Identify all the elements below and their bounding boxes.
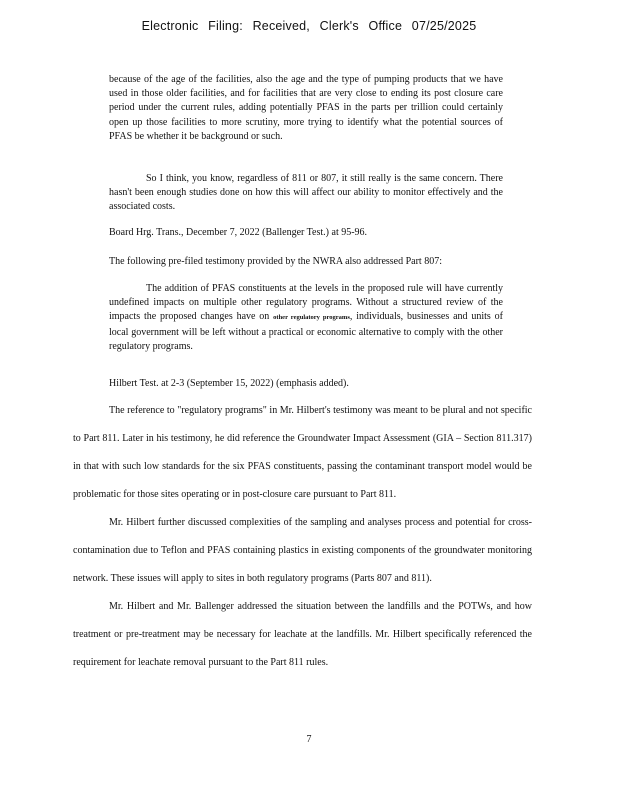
block-quote-2: So I think, you know, regardless of 811 or 807, it still really is the same concern. There hasn't been enough studies done on how this will affect our ability to monitor effectively and the associated costs. bbox=[109, 173, 503, 213]
paragraph-regulatory-programs: The reference to "regulatory programs" in Mr. Hilbert's testimony was meant to be plural and not specific to Part 811. Later in his testimony, he did reference the Groundwater Impact Assessment (GIA – Section 811.317) in that with such low standards for the six PFAS constituents, passing the contaminant transport model would be problematic for those sites operating or in post-closure care pursuant to Part 811. bbox=[73, 405, 532, 500]
quote3-text-before: The addition of PFAS constituents at the levels in the proposed rule will have currently undefined impacts on multiple other regulatory programs. Without a structured review of the impacts the proposed changes have on bbox=[109, 283, 503, 323]
block-quote-3 bbox=[109, 282, 503, 354]
block-quote-1: because of the age of the facilities, also the age and the type of pumping products that we have used in those older facilities, and for facilities that are very close to ending its post closure care period under the current rules, adding potentially PFAS in the parts per trillion could certainly open up those facilities to more scrutiny, more trying to identify what the potential sources of PFAS be whether it be background or such. bbox=[109, 74, 503, 142]
quote3-text-after: , individuals, businesses and units of local government will be left without a practical or economic alternative to comply with the other regulatory programs. bbox=[109, 311, 503, 352]
citation-hilbert: Hilbert Test. at 2-3 (September 15, 2022) (emphasis added). bbox=[109, 378, 349, 389]
filing-header: Electronic Filing: Received, Clerk's Office 07/25/2025 bbox=[141, 19, 477, 33]
page-number: 7 bbox=[306, 734, 312, 745]
body-text bbox=[73, 397, 532, 677]
paragraph-leachate: Mr. Hilbert and Mr. Ballenger addressed the situation between the landfills and the POTWs, and how treatment or pre-treatment may be necessary for leachate at the landfills. Mr. Hilbert specifically referenced the requirement for leachate removal pursuant to the Part 811 rules. bbox=[73, 601, 532, 668]
paragraph-sampling: Mr. Hilbert further discussed complexities of the sampling and analyses process and potential for cross-contamination due to Teflon and PFAS containing plastics in existing components of the groundwater monitoring network. These issues will apply to sites in both regulatory programs (Parts 807 and 811). bbox=[73, 517, 532, 584]
citation-ballenger: Board Hrg. Trans., December 7, 2022 (Ballenger Test.) at 95-96. bbox=[109, 227, 368, 238]
quote3-emphasis: other regulatory programs bbox=[273, 314, 350, 322]
intro-nwra: The following pre-filed testimony provided by the NWRA also addressed Part 807: bbox=[109, 256, 442, 267]
